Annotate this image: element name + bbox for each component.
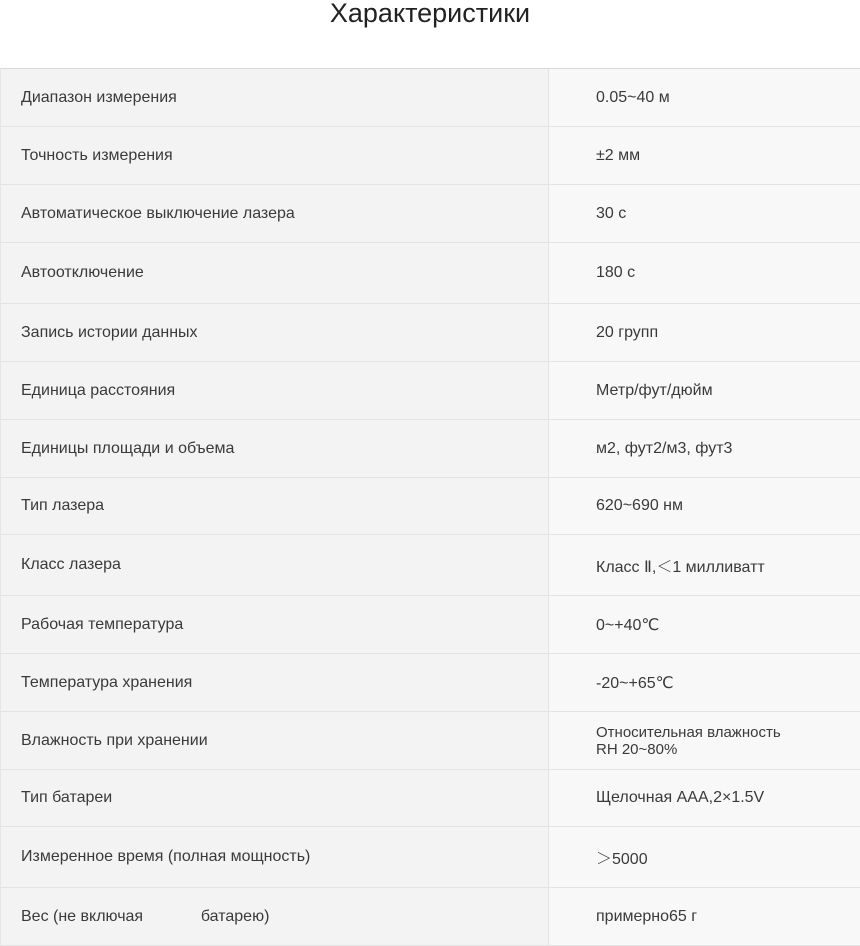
spec-label: Единица расстояния (1, 362, 549, 419)
spec-value: 0~+40℃ (549, 596, 860, 653)
spec-row-weight (1, 888, 860, 946)
page-title: Характеристики (329, 0, 531, 28)
spec-row-laser-auto-off (1, 185, 860, 243)
spec-row-laser-type (1, 478, 860, 535)
spec-row-accuracy (1, 127, 860, 185)
spec-row-measurement-count (1, 827, 860, 888)
spec-value: ±2 мм (549, 127, 860, 184)
spec-row-distance-units (1, 362, 860, 420)
spec-label: Автоотключение (1, 243, 549, 303)
spec-row-auto-off (1, 243, 860, 304)
spec-label: Тип лазера (1, 478, 549, 534)
spec-label: Рабочая температура (1, 596, 549, 653)
spec-value: Щелочная AAA,2×1.5V (549, 770, 860, 826)
spec-value: ＞5000 (549, 827, 860, 887)
spec-label: Класс лазера (1, 535, 549, 595)
spec-label (1, 888, 549, 945)
spec-row-measurement-range (1, 69, 860, 127)
spec-label: Единицы площади и объема (1, 420, 549, 477)
spec-value: 180 с (549, 243, 860, 303)
spec-value: 0.05~40 м (549, 69, 860, 126)
spec-table (0, 68, 860, 946)
spec-label: Тип батареи (1, 770, 549, 826)
spec-value: 620~690 нм (549, 478, 860, 534)
spec-label: Влажность при хранении (1, 712, 549, 769)
spec-row-storage-temperature (1, 654, 860, 712)
spec-value: м2, фут2/м3, фут3 (549, 420, 860, 477)
spec-label: Температура хранения (1, 654, 549, 711)
spec-value (549, 712, 860, 769)
spec-value: Класс Ⅱ,＜1 милливатт (549, 535, 860, 595)
spec-row-laser-class (1, 535, 860, 596)
spec-value: 20 групп (549, 304, 860, 361)
spec-row-storage-humidity (1, 712, 860, 770)
spec-row-battery-type (1, 770, 860, 827)
spec-value: Метр/фут/дюйм (549, 362, 860, 419)
spec-label-text: Вес (не включая батарею) (21, 907, 270, 925)
spec-label: Точность измерения (1, 127, 549, 184)
spec-value: 30 с (549, 185, 860, 242)
spec-label: Измеренное время (полная мощность) (1, 827, 549, 887)
spec-row-history-records (1, 304, 860, 362)
spec-value: -20~+65℃ (549, 654, 860, 711)
spec-value-text: Относительная влажность RH 20~80% (596, 723, 781, 758)
spec-label: Запись истории данных (1, 304, 549, 361)
spec-value: примерно65 г (549, 888, 860, 945)
spec-row-operating-temperature (1, 596, 860, 654)
spec-label: Диапазон измерения (1, 69, 549, 126)
spec-row-area-volume-units (1, 420, 860, 478)
spec-label: Автоматическое выключение лазера (1, 185, 549, 242)
